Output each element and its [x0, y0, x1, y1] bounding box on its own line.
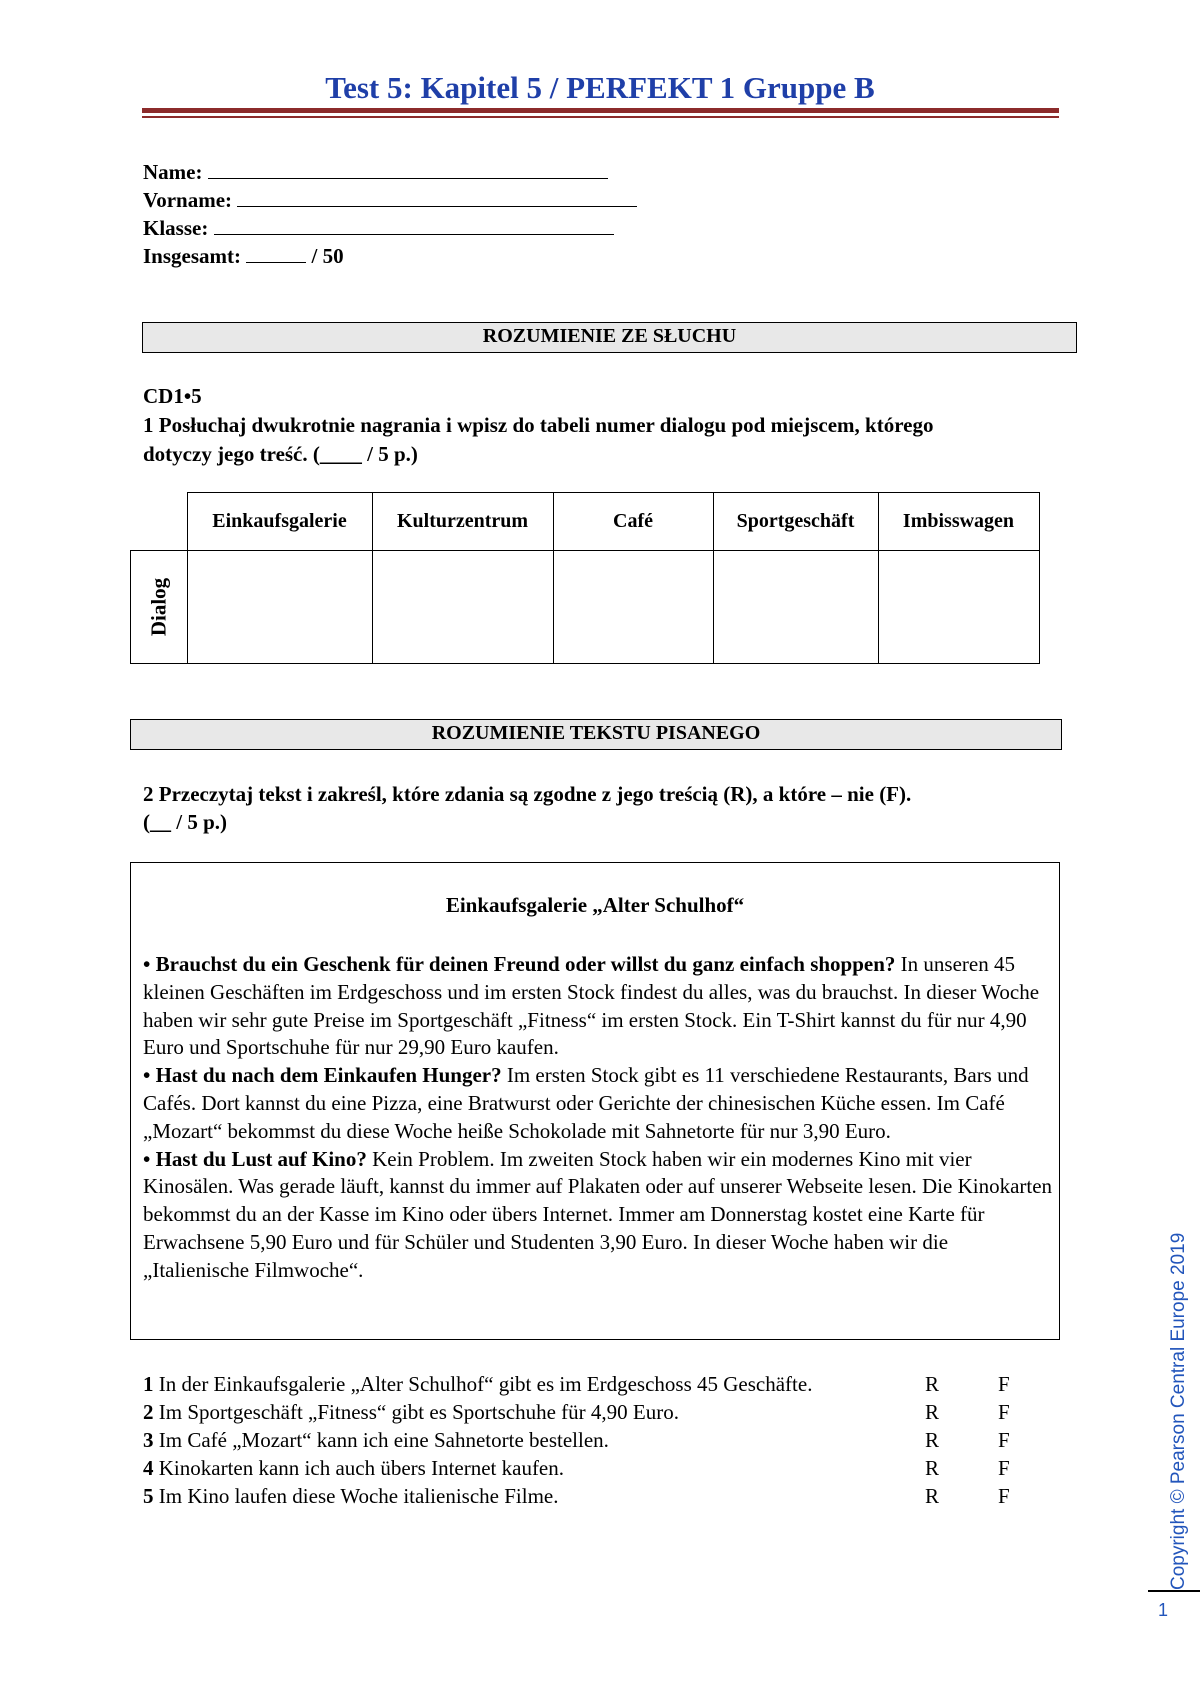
- reading-text-box: [130, 862, 1060, 1340]
- page-title: Test 5: Kapitel 5 / PERFEKT 1 Gruppe B: [325, 70, 875, 105]
- vorname-blank[interactable]: [237, 186, 637, 207]
- answer-cell[interactable]: [878, 551, 1039, 664]
- answer-cell[interactable]: [187, 551, 372, 664]
- title-rule-thick: [142, 108, 1059, 113]
- answer-cell[interactable]: [713, 551, 878, 664]
- option-r[interactable]: R: [925, 1456, 940, 1480]
- paragraph-text: Kein Problem. Im zweiten Stock haben wir ein modernes Kino mit vier Kinosälen. Was gerade läuft, kannst du immer auf Plakaten oder auf unserer Webseite lesen. Die Kinokarten bekommst du an der Kasse im Kino oder übers Internet. Immer am Donnerstag kostet eine Karte für Erwachsene 5,90 Euro und für Schüler und Studenten 3,90 Euro. In dieser Woche haben wir die „Italienische Filmwoche“.: [143, 1146, 1053, 1282]
- statement-text: In der Einkaufsgalerie „Alter Schulhof“ gibt es im Erdgeschoss 45 Geschäfte.: [153, 1372, 813, 1396]
- klasse-label: Klasse:: [143, 216, 209, 240]
- option-f[interactable]: F: [998, 1372, 1010, 1396]
- name-field[interactable]: [143, 158, 608, 186]
- row-label-cell: [131, 551, 188, 664]
- answer-cell[interactable]: [553, 551, 713, 664]
- option-f[interactable]: F: [998, 1484, 1010, 1508]
- statement-number: 3: [143, 1428, 154, 1452]
- paragraph-lead: • Hast du nach dem Einkaufen Hunger?: [143, 1063, 502, 1088]
- reading-text-body: [143, 951, 1053, 1285]
- paragraph-lead: • Hast du Lust auf Kino?: [143, 1146, 367, 1171]
- option-f[interactable]: F: [998, 1428, 1010, 1452]
- score-max: / 50: [311, 244, 344, 268]
- score-blank[interactable]: [246, 242, 306, 263]
- statement-1: [143, 1370, 812, 1398]
- answer-cell[interactable]: [372, 551, 553, 664]
- paragraph-text: Im ersten Stock gibt es 11 verschiedene Restaurants, Bars und Cafés. Dort kannst du eine Pizza, eine Bratwurst oder Gerichte der chinesischen Küche essen. Im Café „Mozart“ bekommst du diese Woche heiße Schokolade mit Sahnetorte für nur 3,90 Euro.: [143, 1063, 1029, 1143]
- option-r[interactable]: R: [925, 1400, 940, 1424]
- paragraph: [143, 951, 1053, 1062]
- col-header: Sportgeschäft: [713, 493, 878, 551]
- col-header: Imbisswagen: [878, 493, 1039, 551]
- section-listening-heading: ROZUMIENIE ZE SŁUCHU: [142, 322, 1077, 353]
- reading-text-title: Einkaufsgalerie „Alter Schulhof“: [445, 893, 745, 917]
- name-blank[interactable]: [208, 158, 608, 179]
- statement-5: [143, 1482, 558, 1510]
- col-header: Café: [553, 493, 713, 551]
- statement-text: Im Sportgeschäft „Fitness“ gibt es Sportschuhe für 4,90 Euro.: [153, 1400, 679, 1424]
- row-label: Dialog: [146, 577, 171, 637]
- table-corner: [131, 493, 188, 551]
- option-r[interactable]: R: [925, 1372, 940, 1396]
- copyright-notice: Copyright © Pearson Central Europe 2019: [1168, 1232, 1189, 1590]
- statement-text: Im Kino laufen diese Woche italienische Filme.: [153, 1484, 559, 1508]
- statement-text: Im Café „Mozart“ kann ich eine Sahnetorte bestellen.: [153, 1428, 609, 1452]
- option-f[interactable]: F: [998, 1400, 1010, 1424]
- vorname-label: Vorname:: [143, 188, 233, 212]
- task2-line1: 2 Przeczytaj tekst i zakreśl, które zdania są zgodne z jego treścią (R), a które – nie (F).: [143, 782, 912, 806]
- page-number: 1: [1158, 1600, 1169, 1620]
- option-r[interactable]: R: [925, 1428, 940, 1452]
- statement-number: 5: [143, 1484, 154, 1508]
- klasse-blank[interactable]: [214, 214, 614, 235]
- paragraph: [143, 1062, 1053, 1145]
- task1-line2: dotyczy jego treść. (____ / 5 p.): [143, 442, 418, 466]
- statement-3: [143, 1426, 609, 1454]
- task2-line2: (__ / 5 p.): [143, 810, 227, 834]
- col-header: Einkaufsgalerie: [187, 493, 372, 551]
- option-r[interactable]: R: [925, 1484, 940, 1508]
- statement-2: [143, 1398, 679, 1426]
- vorname-field[interactable]: [143, 186, 637, 214]
- footer-divider: [1148, 1590, 1200, 1592]
- paragraph-text: In unseren 45 kleinen Geschäften im Erdgeschoss und im ersten Stock findest du alles, was du brauchst. In dieser Woche haben wir sehr gute Preise im Sportgeschäft „Fitness“ im ersten Stock. Ein T-Shirt kannst du für nur 4,90 Euro und Sportschuhe für nur 29,90 Euro kaufen.: [143, 952, 1040, 1060]
- title-rule-thin: [142, 116, 1059, 118]
- statement-number: 4: [143, 1456, 154, 1480]
- statement-number: 2: [143, 1400, 154, 1424]
- score-label: Insgesamt:: [143, 244, 241, 268]
- statement-text: Kinokarten kann ich auch übers Internet kaufen.: [153, 1456, 565, 1480]
- statement-number: 1: [143, 1372, 154, 1396]
- track-label: CD1•5: [143, 384, 202, 408]
- score-field[interactable]: [143, 242, 344, 270]
- option-f[interactable]: F: [998, 1456, 1010, 1480]
- paragraph-lead: • Brauchst du ein Geschenk für deinen Freund oder willst du ganz einfach shoppen?: [143, 952, 896, 976]
- task1-line1: 1 Posłuchaj dwukrotnie nagrania i wpisz do tabeli numer dialogu pod miejscem, którego: [143, 413, 934, 437]
- col-header: Kulturzentrum: [372, 493, 553, 551]
- section-reading-heading: ROZUMIENIE TEKSTU PISANEGO: [130, 719, 1062, 750]
- name-label: Name:: [143, 160, 203, 184]
- statement-4: [143, 1454, 564, 1482]
- paragraph: [143, 1146, 1053, 1285]
- dialog-table: [130, 492, 1040, 664]
- klasse-field[interactable]: [143, 214, 614, 242]
